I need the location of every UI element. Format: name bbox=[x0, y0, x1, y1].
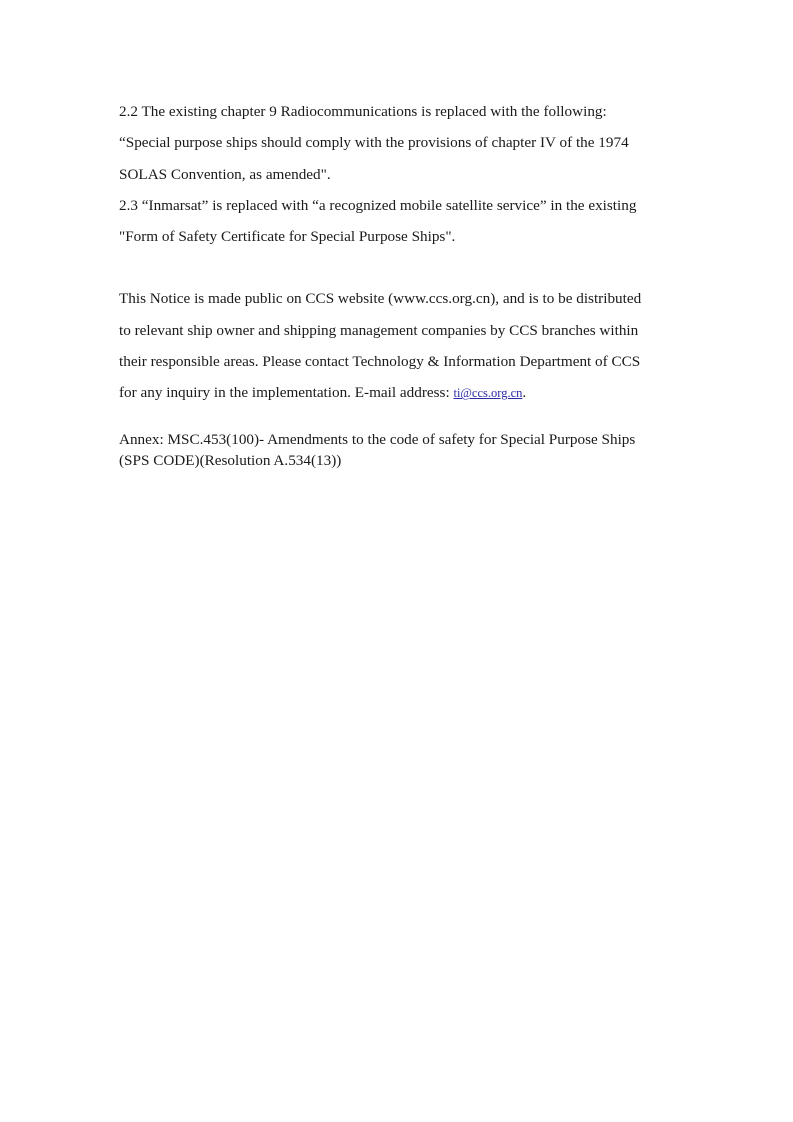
email-link[interactable]: ti@ccs.org.cn bbox=[453, 386, 523, 401]
notice-paragraph bbox=[119, 286, 689, 411]
paragraph-spacer bbox=[119, 412, 689, 429]
annex-paragraph bbox=[119, 429, 689, 472]
section-2-2-line-2: “Special purpose ships should comply with the provisions of chapter IV of the 1974 bbox=[119, 134, 629, 152]
notice-line-4-text: for any inquiry in the implementation. E-mail address: bbox=[119, 384, 454, 402]
annex-line-2: (SPS CODE)(Resolution A.534(13)) bbox=[119, 452, 342, 470]
annex-line-1: Annex: MSC.453(100)- Amendments to the code of safety for Special Purpose Ships bbox=[119, 430, 636, 448]
notice-line-4 bbox=[119, 380, 689, 411]
section-2-2-line-3: SOLAS Convention, as amended". bbox=[119, 165, 331, 183]
notice-line-2: to relevant ship owner and shipping management companies by CCS branches within bbox=[119, 321, 639, 339]
section-2-3-line-2: "Form of Safety Certificate for Special Purpose Ships". bbox=[119, 228, 456, 246]
document-page bbox=[119, 99, 689, 472]
notice-line-3: their responsible areas. Please contact Technology & Information Department of CCS bbox=[119, 353, 641, 371]
section-2-3-line-1: 2.3 “Inmarsat” is replaced with “a recognized mobile satellite service” in the existing bbox=[119, 196, 637, 214]
section-2-2 bbox=[119, 99, 689, 193]
section-2-2-line-1: 2.2 The existing chapter 9 Radiocommunications is replaced with the following: bbox=[119, 103, 607, 120]
paragraph-spacer bbox=[119, 255, 689, 286]
section-2-3 bbox=[119, 193, 689, 256]
notice-line-1: This Notice is made public on CCS website (www.ccs.org.cn), and is to be distributed bbox=[119, 290, 642, 308]
notice-line-4-end: . bbox=[522, 384, 527, 402]
